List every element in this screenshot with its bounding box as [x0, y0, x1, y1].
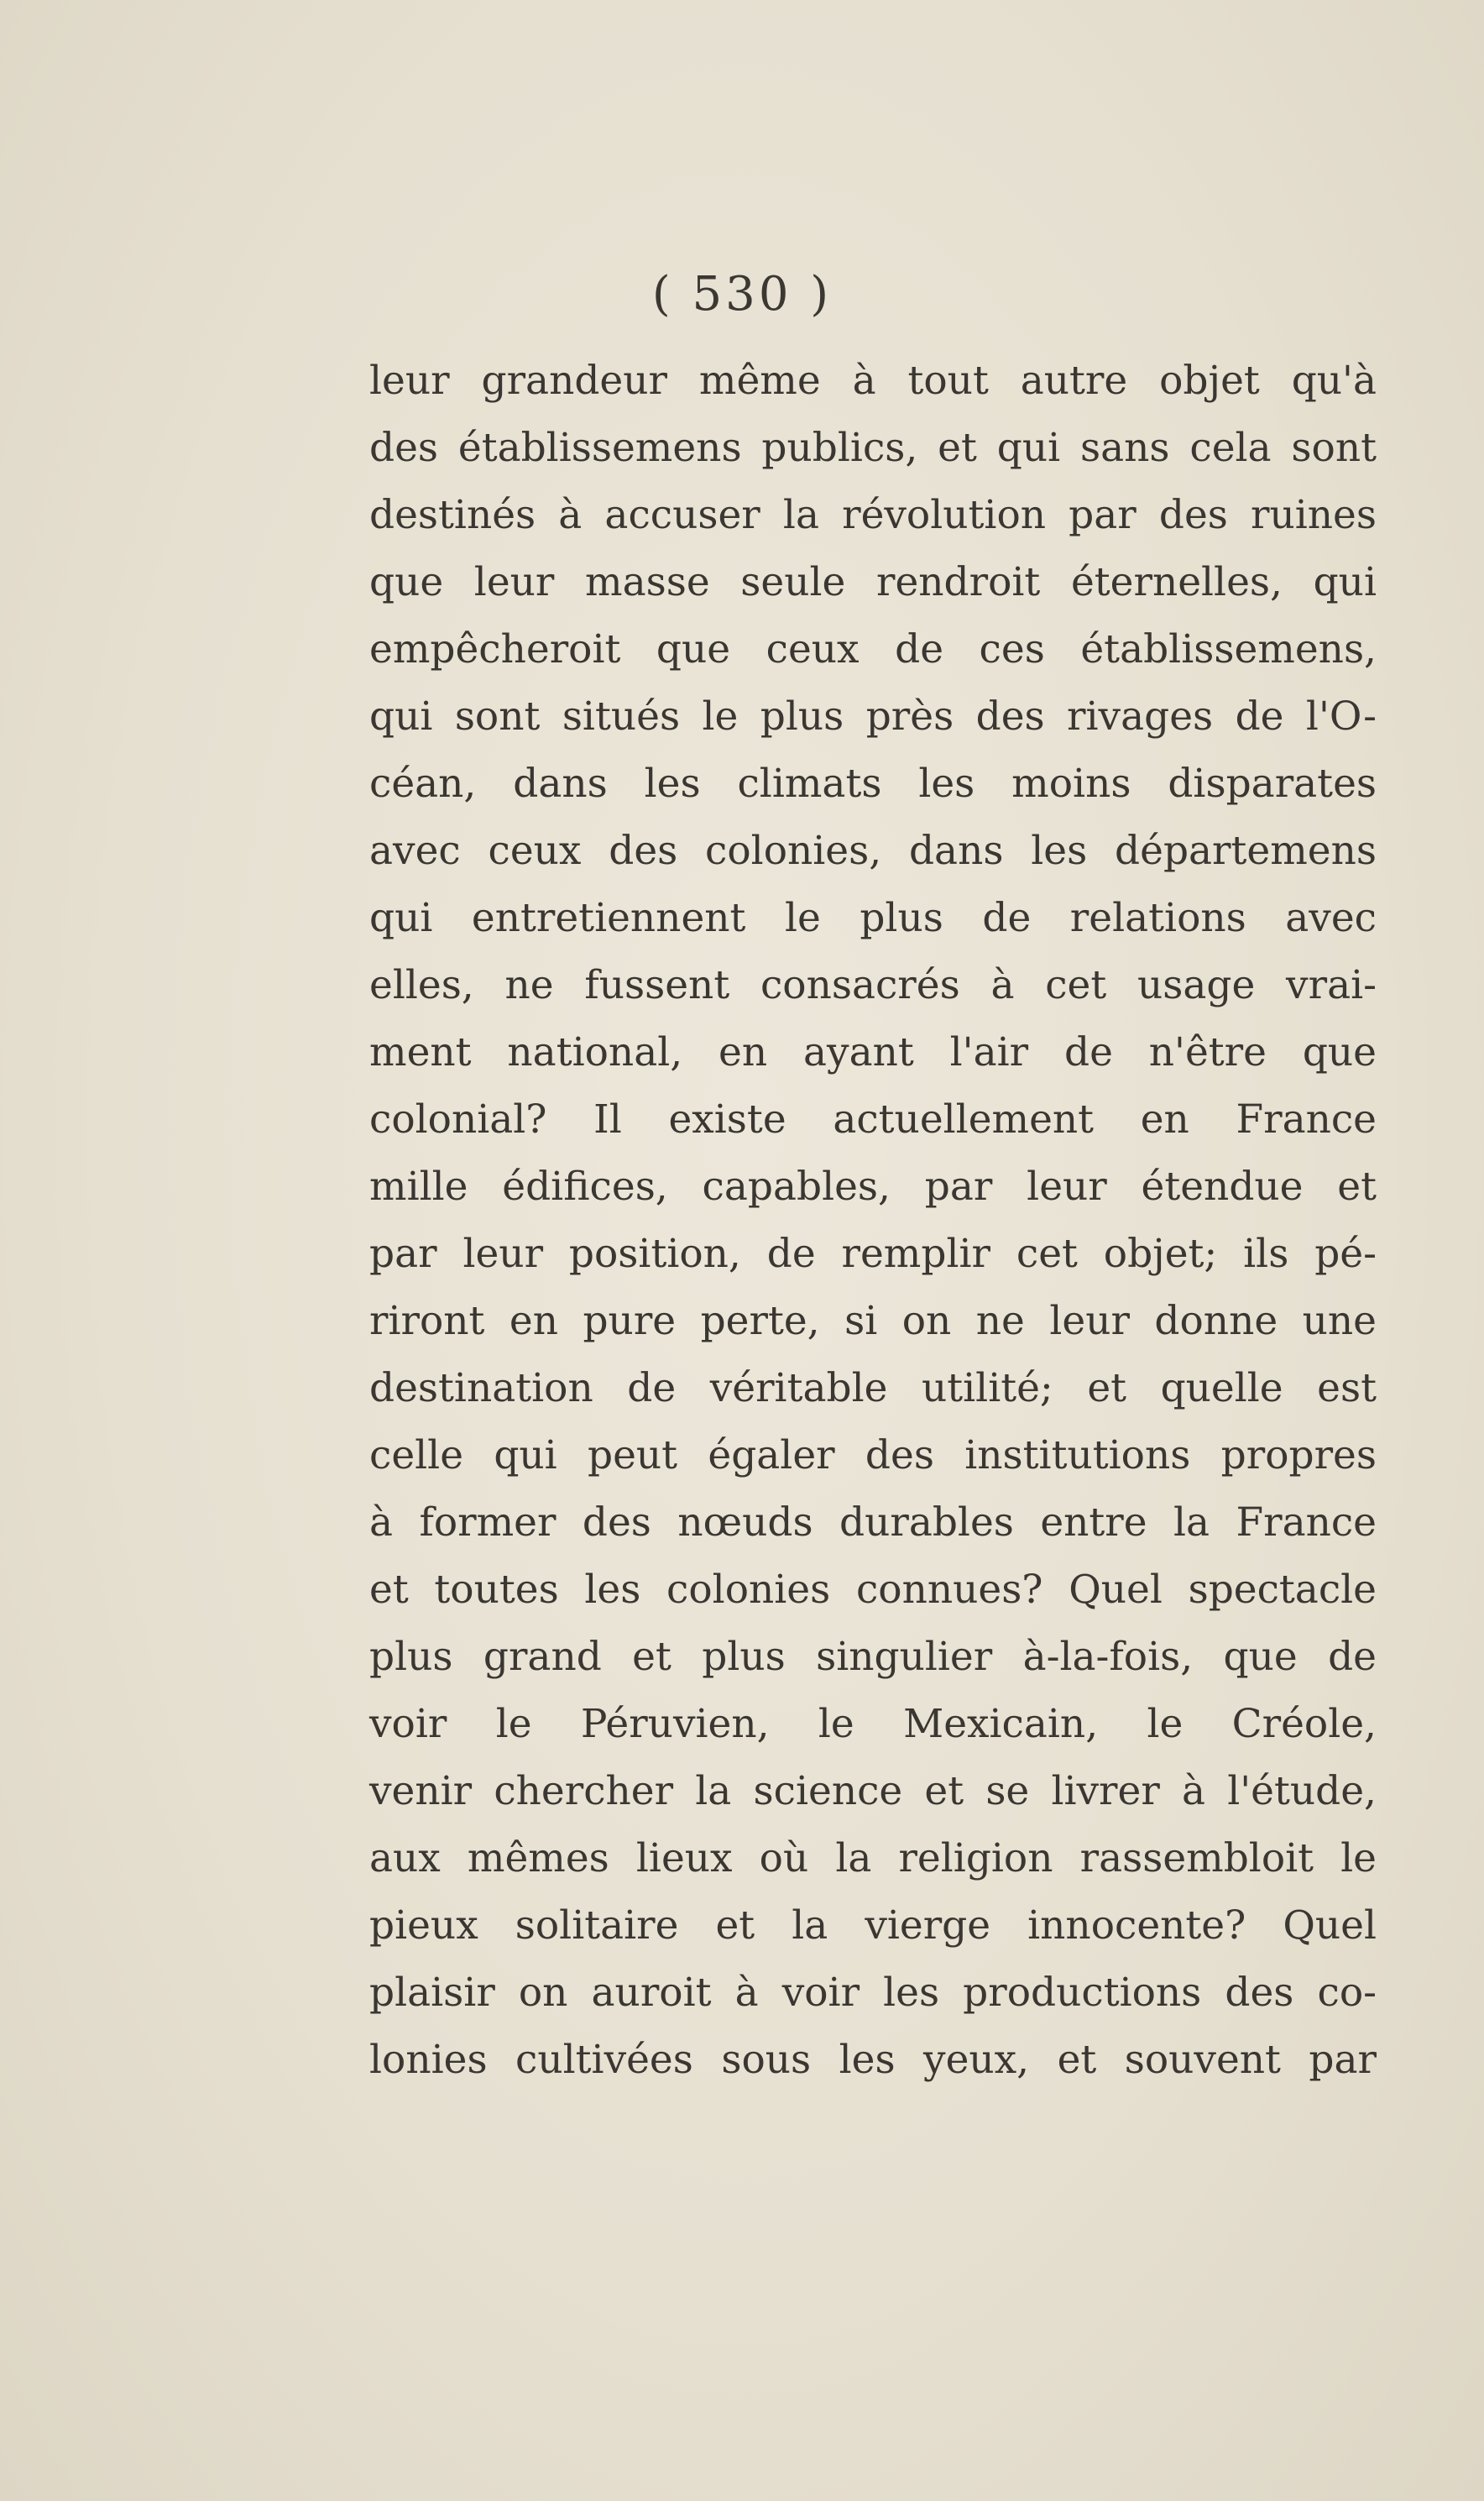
text-line: céan, dans les climats les moins disparates — [369, 761, 1377, 807]
text-line: elles, ne fussent consacrés à cet usage vrai- — [369, 962, 1377, 1008]
text-line: colonial? Il existe actuellement en France — [369, 1096, 1377, 1143]
text-line: plus grand et plus singulier à-la-fois, que de — [369, 1634, 1377, 1680]
text-line: mille édifices, capables, par leur étendue et — [369, 1164, 1377, 1210]
text-line: ment national, en ayant l'air de n'être que — [369, 1029, 1377, 1075]
text-line: qui entretiennent le plus de relations avec — [369, 895, 1377, 941]
page-number: ( 530 ) — [651, 267, 833, 322]
text-line: lonies cultivées sous les yeux, et souvent par — [369, 2037, 1377, 2083]
text-line: empêcheroit que ceux de ces établissemens, — [369, 626, 1377, 672]
text-line: aux mêmes lieux où la religion rassembloit le — [369, 1835, 1377, 1881]
text-line: celle qui peut égaler des institutions propres — [369, 1432, 1377, 1478]
text-line: plaisir on auroit à voir les productions des co- — [369, 1970, 1377, 2016]
text-line: que leur masse seule rendroit éternelles, qui — [369, 559, 1377, 605]
text-line: voir le Péruvien, le Mexicain, le Créole, — [369, 1701, 1377, 1747]
text-line: venir chercher la science et se livrer à l'étude, — [369, 1768, 1377, 1814]
text-line: pieux solitaire et la vierge innocente? Quel — [369, 1902, 1377, 1949]
text-line: et toutes les colonies connues? Quel spectacle — [369, 1567, 1377, 1613]
text-line: à former des nœuds durables entre la France — [369, 1499, 1377, 1546]
text-line: qui sont situés le plus près des rivages de l'O- — [369, 693, 1377, 740]
text-line: avec ceux des colonies, dans les départemens — [369, 828, 1377, 874]
text-line: par leur position, de remplir cet objet; ils pé- — [369, 1231, 1377, 1277]
text-line: destinés à accuser la révolution par des ruines — [369, 492, 1377, 538]
text-line: destination de véritable utilité; et quelle est — [369, 1365, 1377, 1411]
text-line: des établissemens publics, et qui sans cela sont — [369, 425, 1377, 471]
text-line: leur grandeur même à tout autre objet qu'à — [369, 358, 1377, 404]
body-text — [369, 348, 1377, 2094]
text-line: riront en pure perte, si on ne leur donne une — [369, 1298, 1377, 1344]
